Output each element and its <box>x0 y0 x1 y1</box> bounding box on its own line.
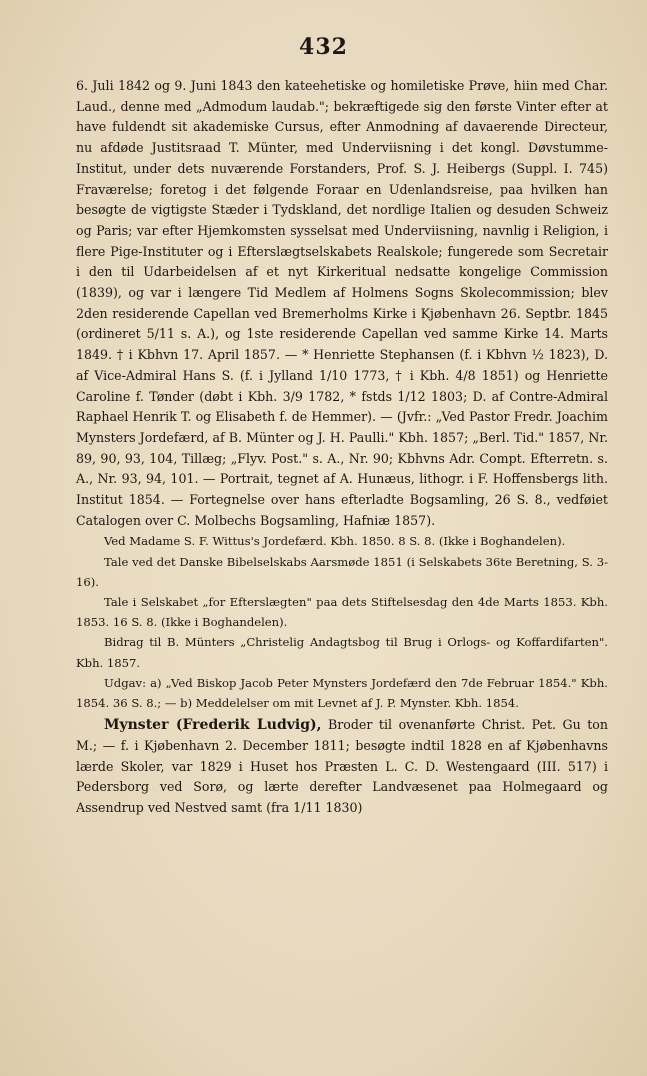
work-item: Tale i Selskabet „for Efterslægten" paa dets Stiftelsesdag den 4de Marts 1853. Kbh. 1853. 16 S. 8. (Ikke i Boghandelen). <box>76 595 608 630</box>
entry-body: Broder til ovenanførte Christ. Pet. Gu ton M.; — f. i Kjøbenhavn 2. December 1811; besøgte indtil 1828 en af Kjøbenhavns lærde Skoler, var 1829 i Huset hos Præsten L. C. D. Westengaard (III. 517) i Pedersborg ved Sorø, og lærte derefter Landvæsenet paa Holmegaard og Assendrup ved Nestved samt (fra 1/11 1830) <box>76 717 608 816</box>
entry-mynster-fredr-joachim-continued: 6. Juli 1842 og 9. Juni 1843 den kateehetiske og homiletiske Prøve, hiin med Char. Laud., denne med „Admodum laudab."; bekræftigede sig den første Vinter efter at have fuldendt sit akademiske Cursus, efter Anmodning af davaerende Directeur, nu afdøde Justitsraad T. Münter, med Underviisning i det kongl. Døvstumme-Institut, under dets nuværende Forstanders, Prof. S. J. Heibergs (Suppl. I. 745) Fraværelse; foretog i det følgende Foraar en Udenlandsreise, paa hvilken han besøgte de vigtigste Stæder i Tydskland, det nordlige Italien og desuden Schweiz og Paris; var efter Hjemkomsten sysselsat med Underviisning, navnlig i Religion, i flere Pige-Instituter og i Efterslægtselskabets Realskole; fungerede som Secretair i den til Udarbeidelsen af et nyt Kirkeritual nedsatte kongelige Commission (1839), og var i længere Tid Medlem af Holmens Sogns Skolecommission; blev 2den residerende Capellan ved Bremerholms Kirke i Kjøbenhavn 26. Septbr. 1845 (ordineret 5/11 s. A.), og 1ste residerende Capellan ved samme Kirke 14. Marts 1849. † i Kbhvn 17. April 1857. — * Henriette Stephansen (f. i Kbhvn ½ 1823), D. af Vice-Admiral Hans S. (f. i Jylland 1/10 1773, † i Kbh. 4/8 1851) og Henriette Caroline f. Tønder (døbt i Kbh. 3/9 1782, * fstds 1/12 1803; D. af Contre-Admiral Raphael Henrik T. og Elisabeth f. de Hemmer). — (Jvfr.: „Ved Pastor Fredr. Joachim Mynsters Jordefærd, af B. Münter og J. H. Paulli." Kbh. 1857; „Berl. Tid." 1857, Nr. 89, 90, 93, 104, Tillæg; „Flyv. Post." s. A., Nr. 90; Kbhvns Adr. Compt. Efterretn. s. A., Nr. 93, 94, 101. — Portrait, tegnet af A. Hunæus, lithogr. i F. Hoffensbergs lith. Institut 1854. — Fortegnelse over hans efterladte Bogsamling, 26 S. 8., vedføiet Catalogen over C. Molbechs Bogsamling, Hafniæ 1857). <box>76 78 608 528</box>
page-text <box>76 76 608 819</box>
work-item: Tale ved det Danske Bibelselskabs Aarsmøde 1851 (i Selskabets 36te Beretning, S. 3-16). <box>76 554 608 589</box>
work-item: Bidrag til B. Münters „Christelig Andagtsbog til Brug i Orlogs- og Koffardifarten". Kbh. 1857. <box>76 635 608 670</box>
page-number: 432 <box>299 34 348 60</box>
entry-mynster-frederik-ludvig <box>76 715 608 819</box>
work-item: Udgav: a) „Ved Biskop Jacob Peter Mynsters Jordefærd den 7de Februar 1854." Kbh. 1854. 36 S. 8.; — b) Meddelelser om mit Levnet af J. P. Mynster. Kbh. 1854. <box>76 675 608 711</box>
work-item: Ved Madame S. F. Wittus's Jordefærd. Kbh. 1850. 8 S. 8. (Ikke i Boghandelen). <box>104 534 566 549</box>
entry-headword: Mynster (Frederik Ludvig), <box>104 717 322 734</box>
